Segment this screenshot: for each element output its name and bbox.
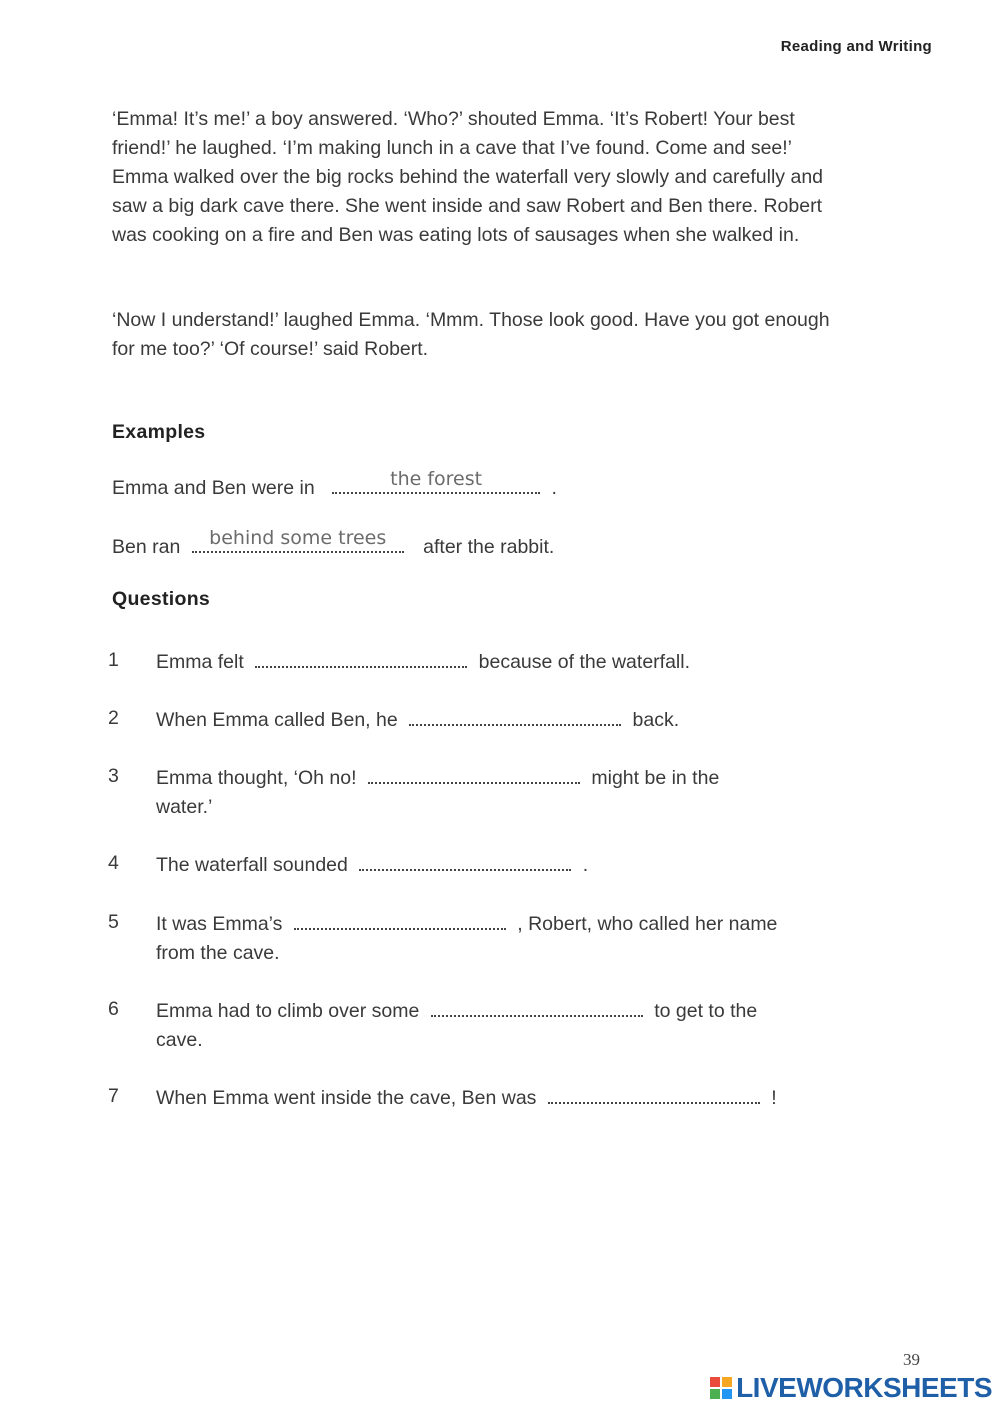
question-3-answer-input[interactable] xyxy=(368,762,580,784)
question-2-answer-input[interactable] xyxy=(409,704,621,726)
question-6-before: Emma had to climb over some xyxy=(156,1000,420,1022)
question-5 xyxy=(108,908,848,968)
question-7-after: ! xyxy=(771,1087,777,1109)
question-4-answer-input[interactable] xyxy=(359,849,571,871)
question-1 xyxy=(108,646,848,677)
example-2-answer-field xyxy=(192,527,404,553)
example-1 xyxy=(112,468,557,500)
question-1-number: 1 xyxy=(108,649,119,671)
question-2-before: When Emma called Ben, he xyxy=(156,709,398,731)
liveworksheets-wordmark: LIVEWORKSHEETS xyxy=(736,1372,992,1403)
example-2-after: after the rabbit. xyxy=(423,536,555,558)
section-header: Reading and Writing xyxy=(780,38,932,55)
question-4-number: 4 xyxy=(108,852,119,874)
question-3 xyxy=(108,762,848,822)
question-7-answer-input[interactable] xyxy=(548,1082,760,1104)
question-3-before: Emma thought, ‘Oh no! xyxy=(156,767,357,789)
question-5-before: It was Emma’s xyxy=(156,913,283,935)
logo-square-blue xyxy=(722,1389,732,1399)
question-1-answer-input[interactable] xyxy=(255,646,467,668)
example-2-before: Ben ran xyxy=(112,536,181,558)
question-7-before: When Emma went inside the cave, Ben was xyxy=(156,1087,537,1109)
question-1-before: Emma felt xyxy=(156,651,244,673)
example-1-before: Emma and Ben were in xyxy=(112,477,315,499)
example-2 xyxy=(112,527,555,559)
story-text-2: ‘Now I understand!’ laughed Emma. ‘Mmm. Those look good. Have you got enough for me too?’ ‘Of course!’ said Robert. xyxy=(112,309,830,360)
example-1-answer-field xyxy=(332,468,540,494)
question-6-after: to get to the xyxy=(654,1000,758,1022)
question-1-after: because of the waterfall. xyxy=(478,651,691,673)
questions-heading: Questions xyxy=(112,588,211,610)
question-4-after: . xyxy=(582,854,589,876)
liveworksheets-icon xyxy=(710,1377,732,1399)
question-2 xyxy=(108,704,848,735)
question-2-after: back. xyxy=(632,709,680,731)
question-6-number: 6 xyxy=(108,998,119,1020)
question-2-number: 2 xyxy=(108,707,119,729)
story-paragraph-1 xyxy=(112,105,852,250)
example-2-answer: behind some trees xyxy=(209,527,387,549)
question-3-after: might be in the xyxy=(591,767,720,789)
question-7 xyxy=(108,1082,848,1113)
question-5-continuation: from the cave. xyxy=(156,942,280,964)
page-number: 39 xyxy=(903,1350,920,1369)
question-5-number: 5 xyxy=(108,911,119,933)
question-7-number: 7 xyxy=(108,1085,119,1107)
question-3-continuation: water.’ xyxy=(156,796,213,818)
question-5-after: , Robert, who called her name xyxy=(517,913,778,935)
question-4-before: The waterfall sounded xyxy=(156,854,348,876)
question-6-continuation: cave. xyxy=(156,1029,203,1051)
question-6-answer-input[interactable] xyxy=(431,995,643,1017)
logo-square-green xyxy=(710,1389,720,1399)
story-text-1: ‘Emma! It’s me!’ a boy answered. ‘Who?’ shouted Emma. ‘It’s Robert! Your best friend!’ he laughed. ‘I’m making lunch in a cave that I’ve found. Come and see!’ Emma walked over the big rocks behind the waterfall very slowly and carefully and saw a big dark cave there. She went inside and saw Robert and Ben there. Robert was cooking on a fire and Ben was eating lots of sausages when she walked in. xyxy=(112,108,824,246)
examples-heading: Examples xyxy=(112,421,206,443)
question-4 xyxy=(108,849,848,880)
logo-square-orange xyxy=(722,1377,732,1387)
example-1-after: . xyxy=(551,477,557,499)
question-5-answer-input[interactable] xyxy=(294,908,506,930)
liveworksheets-logo[interactable] xyxy=(710,1373,992,1403)
question-3-number: 3 xyxy=(108,765,119,787)
logo-square-red xyxy=(710,1377,720,1387)
question-6 xyxy=(108,995,848,1055)
story-paragraph-2 xyxy=(112,306,852,364)
example-1-answer: the forest xyxy=(390,468,483,490)
